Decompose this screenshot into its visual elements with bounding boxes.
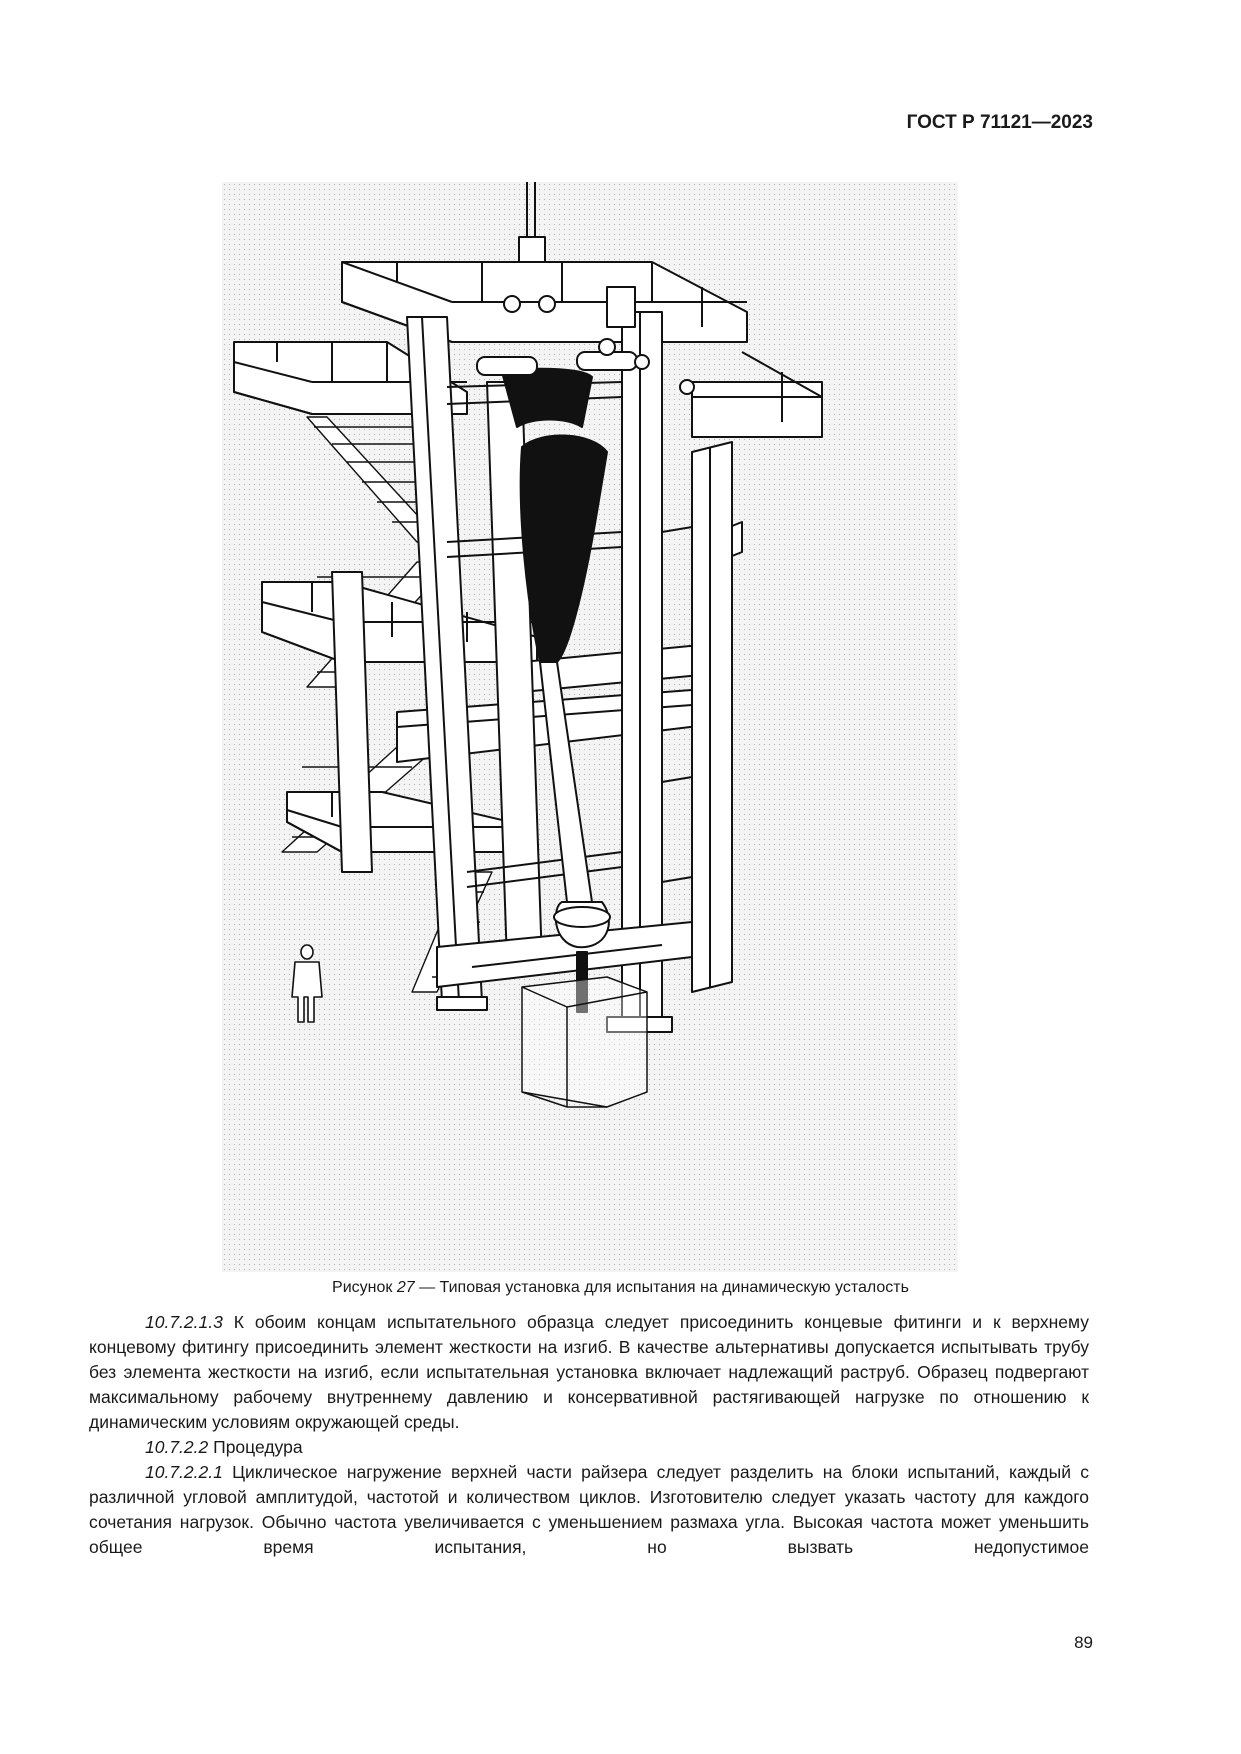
upper-right-landing xyxy=(692,352,822,437)
paragraph xyxy=(89,1310,1089,1435)
figure-test-rig xyxy=(222,182,958,1272)
page-number: 89 xyxy=(1074,1633,1093,1652)
paragraph xyxy=(89,1435,1089,1460)
human-figure xyxy=(292,945,322,1022)
clause-text: Циклическое нагружение верхней части райзера следует разделить на блоки испытаний, каждый с различной угловой амплитудой, частотой и количеством циклов. Изготовителю следует указать частоту для каждого сочетания нагрузок. Обычно частота увеличивается с уменьшением размаха угла. Высокая частота может уменьшить общее время испытания, но вызвать недопустимое xyxy=(89,1462,1089,1557)
lower-left-platform xyxy=(287,792,532,852)
clause-text: Процедура xyxy=(208,1437,303,1457)
body-text xyxy=(89,1310,1089,1560)
caption-text: — Типовая установка для испытания на динамическую усталость xyxy=(414,1279,909,1296)
caption-number: 27 xyxy=(396,1279,415,1296)
caption-prefix: Рисунок xyxy=(332,1279,397,1296)
clause-text: К обоим концам испытательного образца следует присоединить концевые фитинги и к верхнему концевому фитингу присоединить элемент жесткости на изгиб. В качестве альтернативы допускается испытывать трубу без элемента жесткости на изгиб, если испытательная установка включает надлежащий раструб. Образец подвергают максимальному рабочему внутреннему давлению и консервативной растягивающей нагрузке по отношению к динамическим условиям окружающей среды. xyxy=(89,1312,1089,1432)
test-rig-illustration xyxy=(222,182,958,1272)
clause-number: 10.7.2.2.1 xyxy=(145,1462,223,1482)
standard-designation: ГОСТ Р 71121—2023 xyxy=(906,112,1093,133)
paragraph xyxy=(89,1460,1089,1560)
clause-number: 10.7.2.2 xyxy=(145,1437,209,1457)
clause-number: 10.7.2.1.3 xyxy=(145,1312,223,1332)
test-pit xyxy=(522,977,647,1107)
figure-caption xyxy=(0,1279,1241,1297)
